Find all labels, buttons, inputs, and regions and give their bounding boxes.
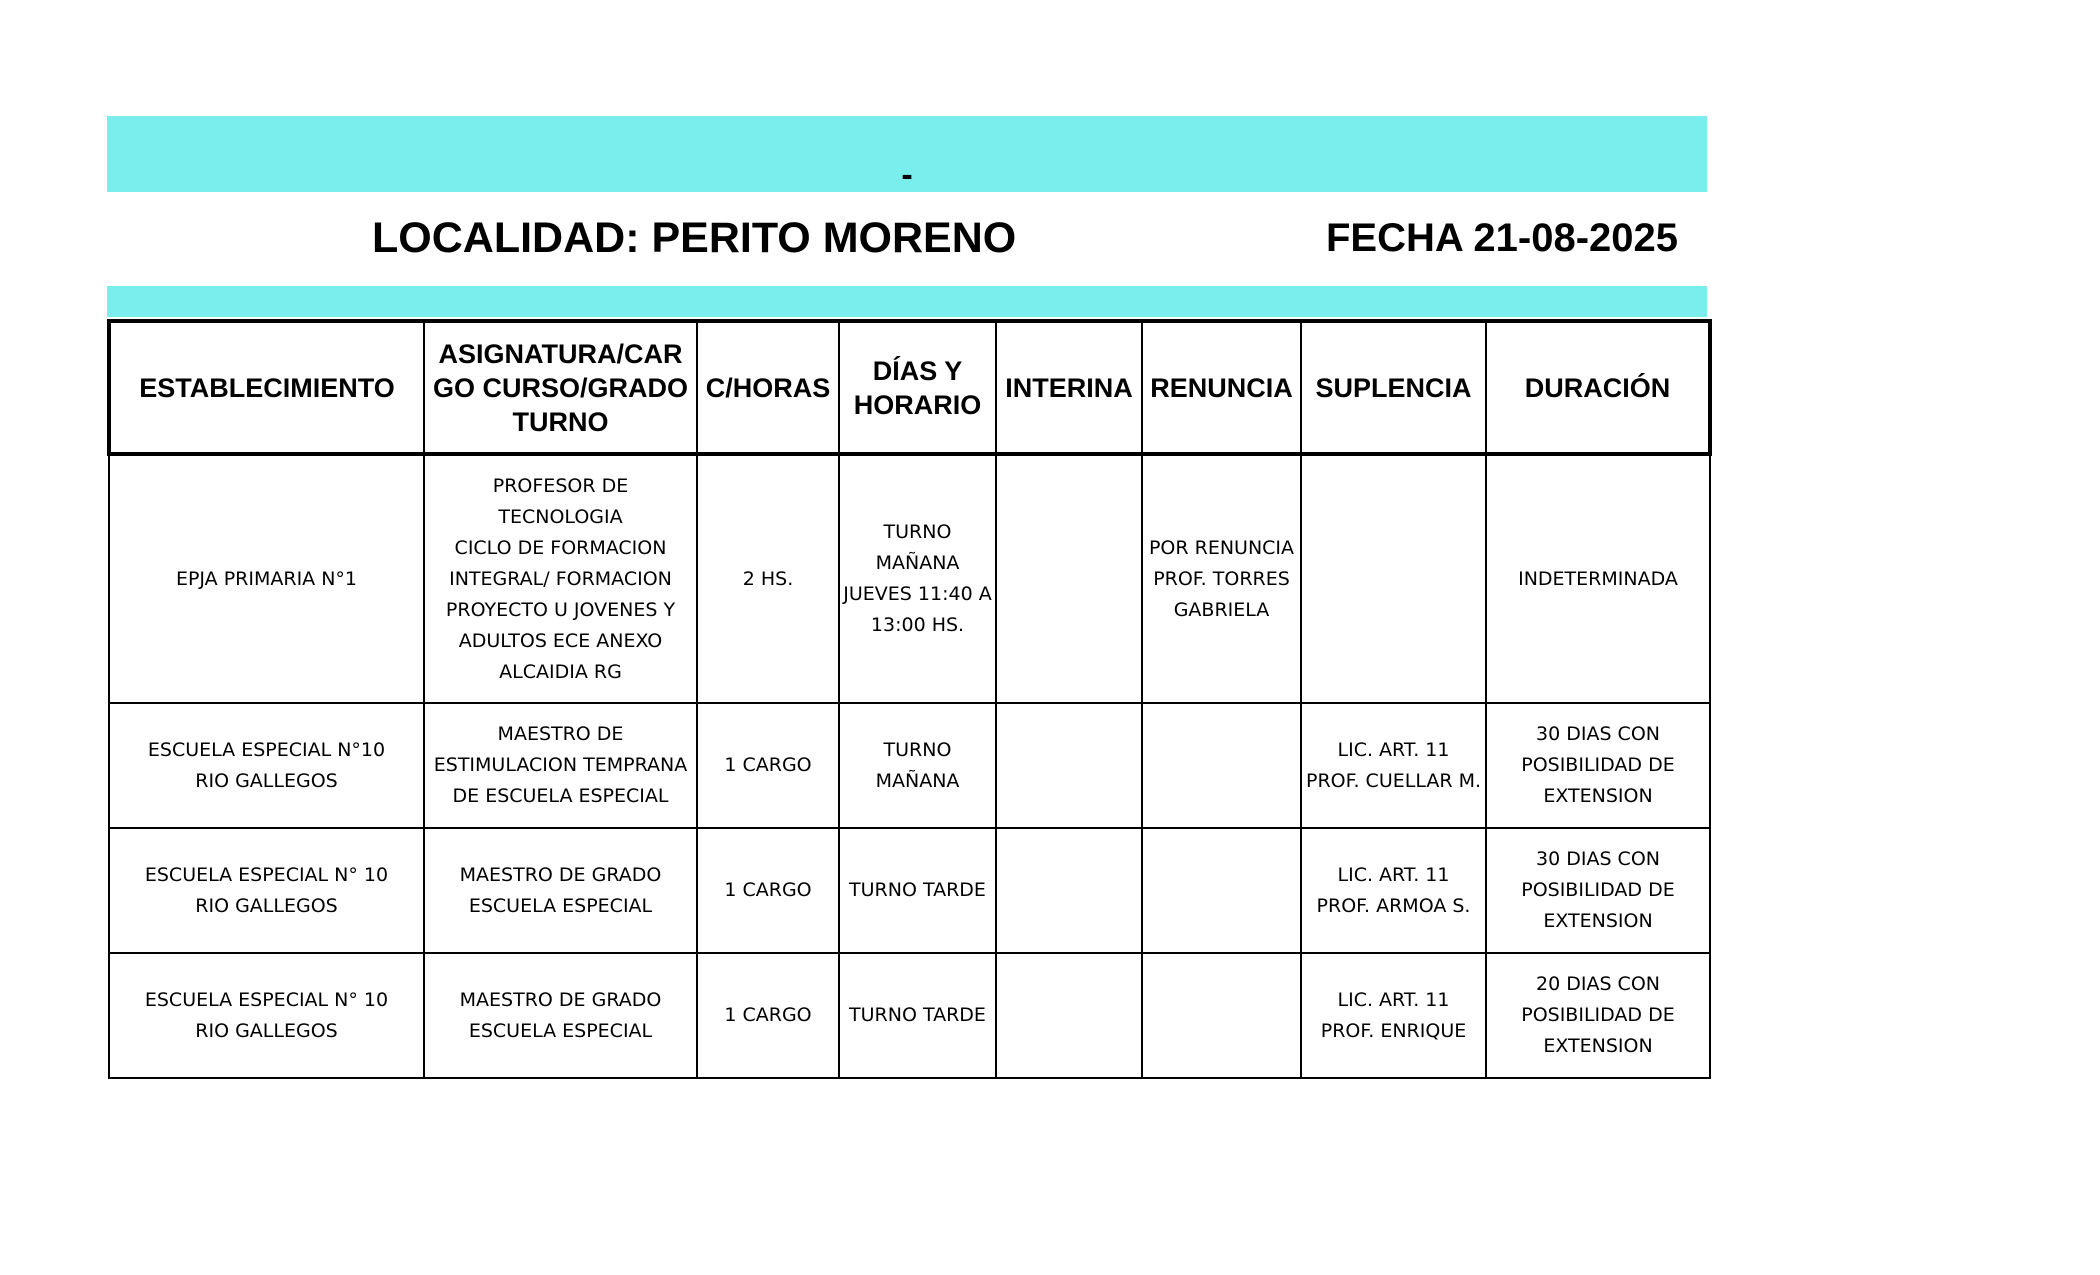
table-row bbox=[109, 703, 1710, 828]
col-header-suplencia: SUPLENCIA bbox=[1301, 321, 1486, 454]
vacancies-table bbox=[107, 319, 1712, 1079]
cell-renuncia: POR RENUNCIA PROF. TORRES GABRIELA bbox=[1142, 454, 1301, 703]
cell-asignatura: MAESTRO DE ESTIMULACION TEMPRANA DE ESCUELA ESPECIAL bbox=[424, 703, 697, 828]
table-header-row bbox=[109, 321, 1710, 454]
cell-asignatura: MAESTRO DE GRADO ESCUELA ESPECIAL bbox=[424, 828, 697, 953]
cell-dias-horario: TURNO TARDE bbox=[839, 828, 996, 953]
cell-horas: 1 CARGO bbox=[697, 953, 839, 1078]
col-header-asignatura: ASIGNATURA/CAR GO CURSO/GRADO TURNO bbox=[424, 321, 697, 454]
cell-duracion: 30 DIAS CON POSIBILIDAD DE EXTENSION bbox=[1486, 703, 1710, 828]
cell-horas: 1 CARGO bbox=[697, 703, 839, 828]
cell-interina bbox=[996, 953, 1142, 1078]
col-header-duracion: DURACIÓN bbox=[1486, 321, 1710, 454]
col-header-horas: C/HORAS bbox=[697, 321, 839, 454]
fecha-label: FECHA 21-08-2025 bbox=[1326, 216, 1679, 260]
cell-horas: 1 CARGO bbox=[697, 828, 839, 953]
cell-dias-horario: TURNO MAÑANA bbox=[839, 703, 996, 828]
cell-dias-horario: TURNO TARDE bbox=[839, 953, 996, 1078]
cell-suplencia bbox=[1301, 454, 1486, 703]
cell-interina bbox=[996, 828, 1142, 953]
cell-renuncia bbox=[1142, 703, 1301, 828]
header-dash: - bbox=[901, 156, 913, 194]
col-header-establecimiento: ESTABLECIMIENTO bbox=[109, 321, 424, 454]
cell-interina bbox=[996, 703, 1142, 828]
cell-duracion: 20 DIAS CON POSIBILIDAD DE EXTENSION bbox=[1486, 953, 1710, 1078]
cell-establecimiento: ESCUELA ESPECIAL N°10 RIO GALLEGOS bbox=[109, 703, 424, 828]
col-header-interina: INTERINA bbox=[996, 321, 1142, 454]
cell-horas: 2 HS. bbox=[697, 454, 839, 703]
table-row bbox=[109, 828, 1710, 953]
cell-establecimiento: ESCUELA ESPECIAL N° 10 RIO GALLEGOS bbox=[109, 828, 424, 953]
cell-suplencia: LIC. ART. 11 PROF. CUELLAR M. bbox=[1301, 703, 1486, 828]
col-header-renuncia: RENUNCIA bbox=[1142, 321, 1301, 454]
cell-suplencia: LIC. ART. 11 PROF. ARMOA S. bbox=[1301, 828, 1486, 953]
cell-renuncia bbox=[1142, 828, 1301, 953]
cell-establecimiento: ESCUELA ESPECIAL N° 10 RIO GALLEGOS bbox=[109, 953, 424, 1078]
table-row bbox=[109, 953, 1710, 1078]
cell-establecimiento: EPJA PRIMARIA N°1 bbox=[109, 454, 424, 703]
cell-asignatura: MAESTRO DE GRADO ESCUELA ESPECIAL bbox=[424, 953, 697, 1078]
col-header-dias-horario: DÍAS Y HORARIO bbox=[839, 321, 996, 454]
cell-duracion: INDETERMINADA bbox=[1486, 454, 1710, 703]
cell-duracion: 30 DIAS CON POSIBILIDAD DE EXTENSION bbox=[1486, 828, 1710, 953]
bottom-band bbox=[107, 286, 1707, 317]
cell-renuncia bbox=[1142, 953, 1301, 1078]
cell-suplencia: LIC. ART. 11 PROF. ENRIQUE bbox=[1301, 953, 1486, 1078]
localidad-title: LOCALIDAD: PERITO MORENO bbox=[372, 214, 1017, 262]
cell-dias-horario: TURNO MAÑANA JUEVES 11:40 A 13:00 HS. bbox=[839, 454, 996, 703]
cell-interina bbox=[996, 454, 1142, 703]
cell-asignatura: PROFESOR DE TECNOLOGIA CICLO DE FORMACION INTEGRAL/ FORMACION PROYECTO U JOVENES Y ADULTOS ECE ANEXO ALCAIDIA RG bbox=[424, 454, 697, 703]
table-row bbox=[109, 454, 1710, 703]
